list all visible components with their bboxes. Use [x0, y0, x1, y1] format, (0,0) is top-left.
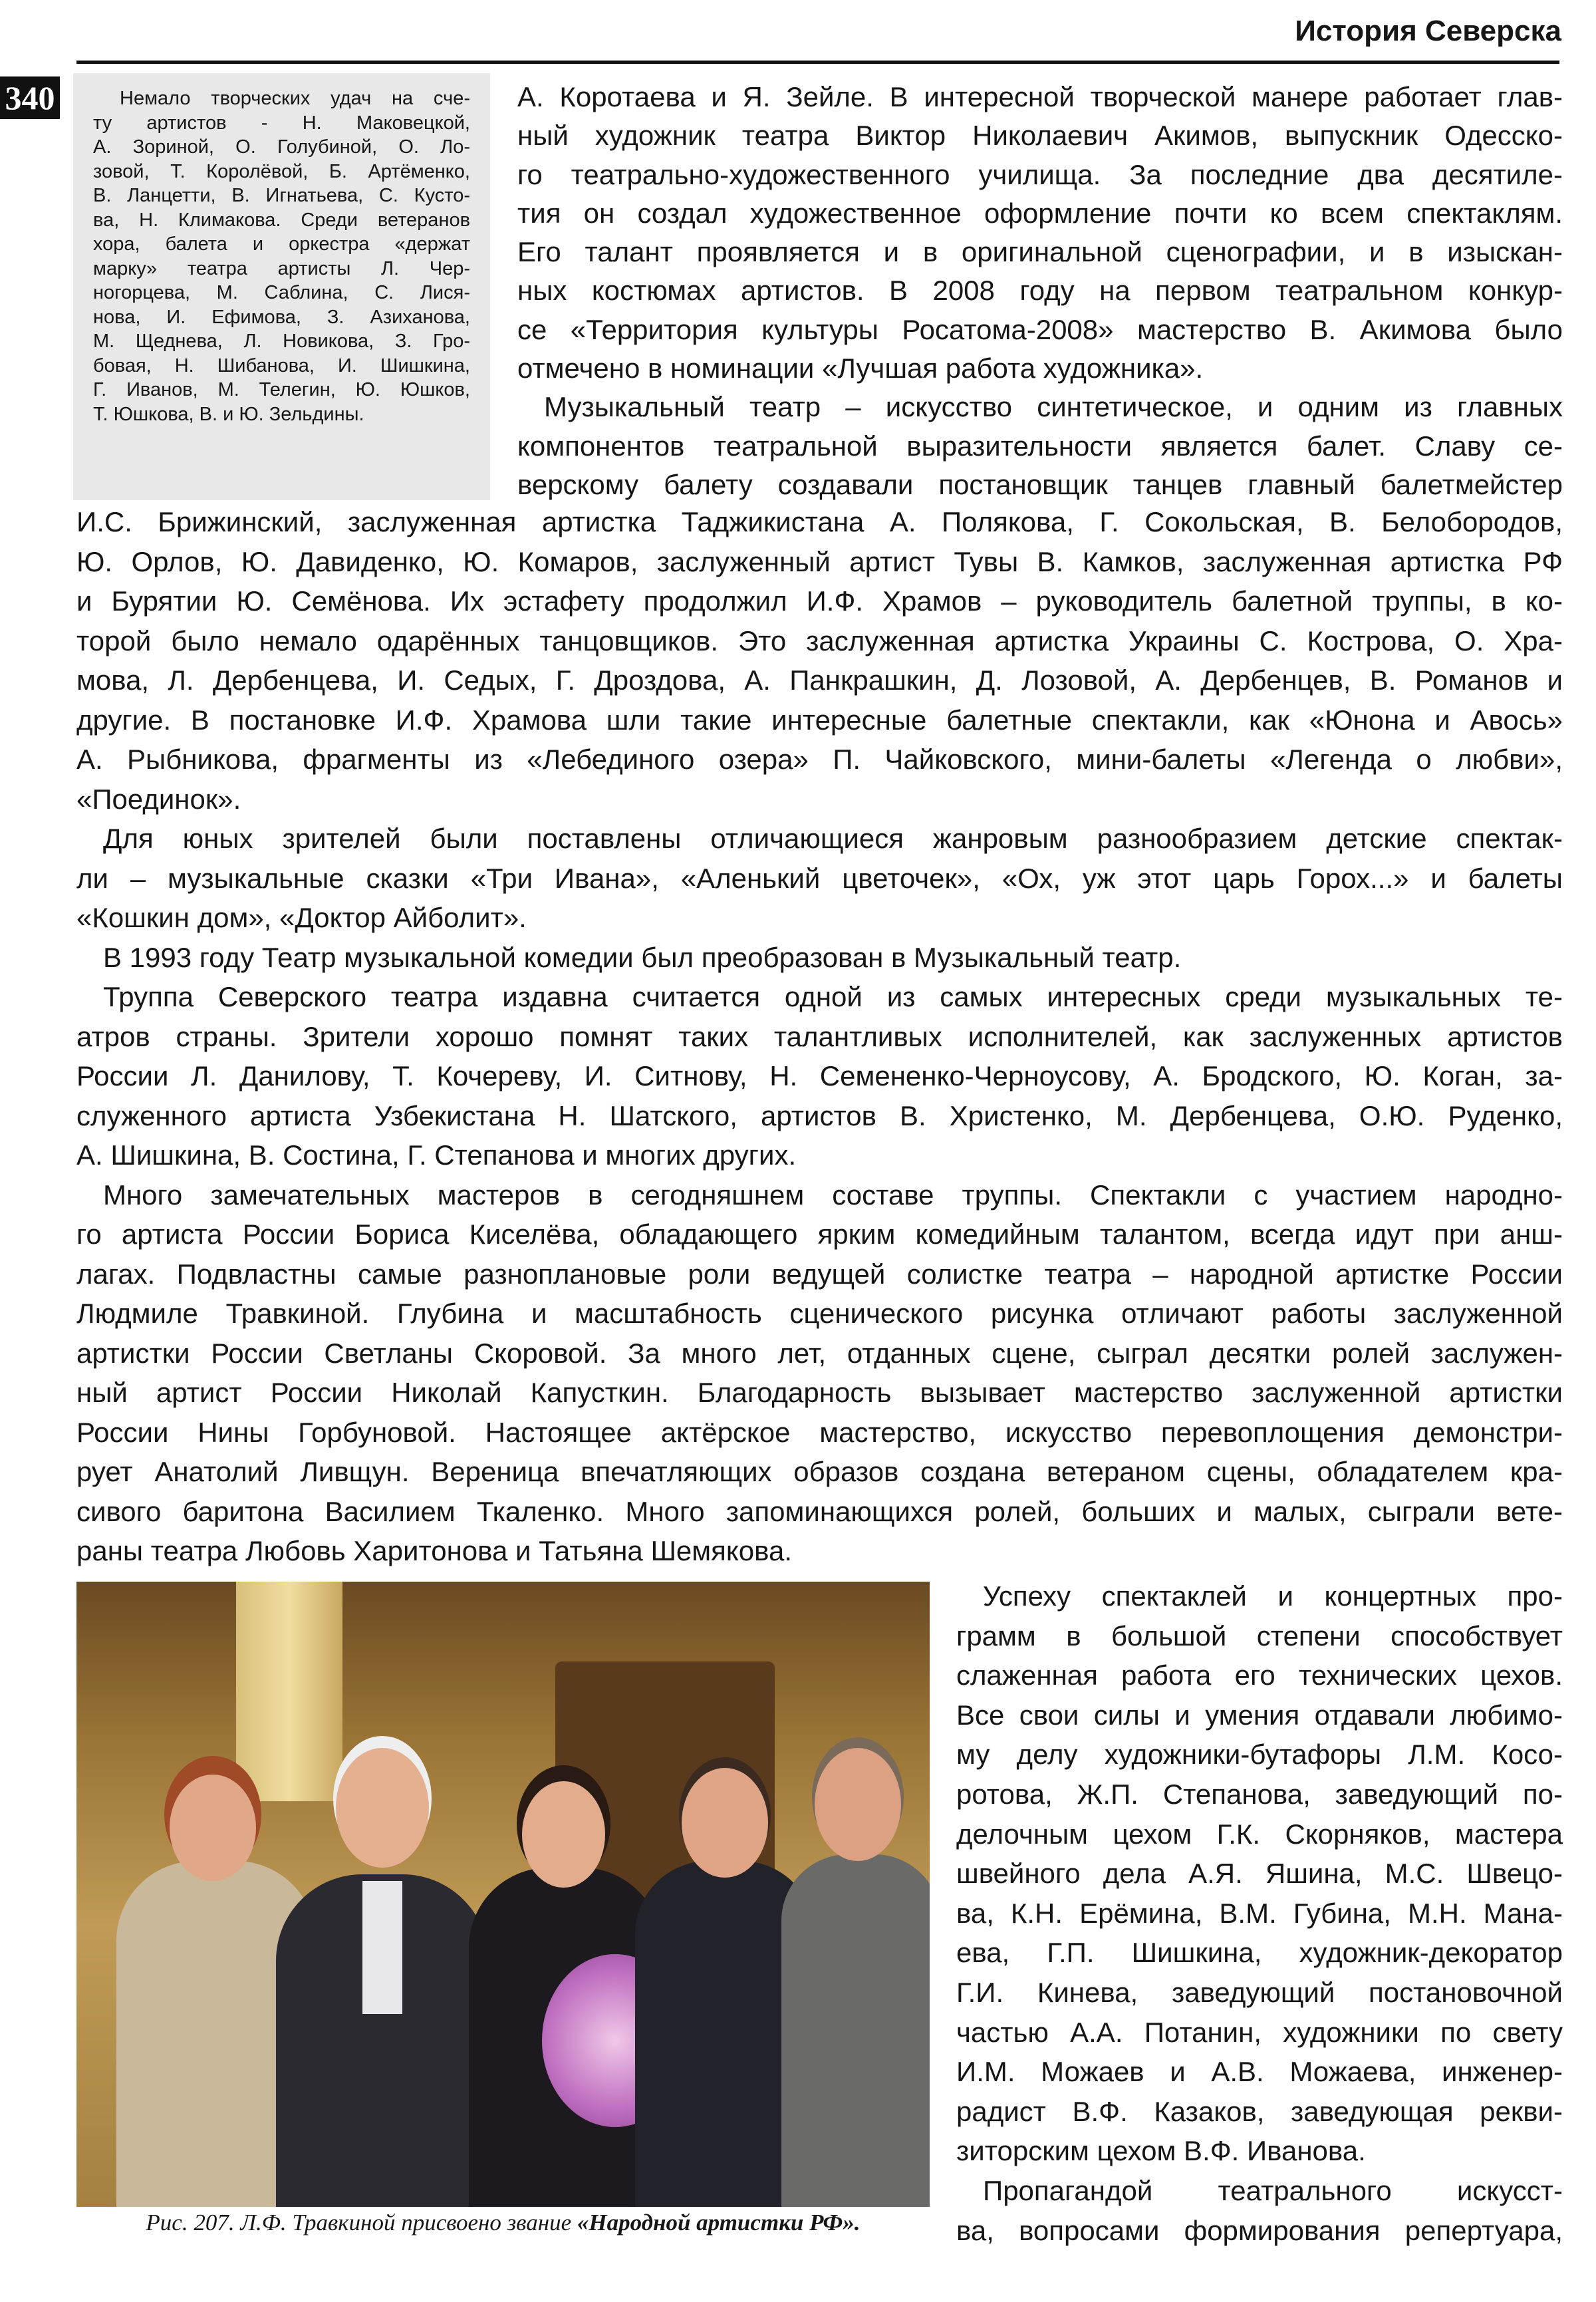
- text-line: В 1993 году Театр музыкальной комедии был преобразован в Музыкальный театр.: [103, 941, 1182, 973]
- text-line: компонентов театральной выразительности является балет. Славу се-: [517, 430, 1563, 462]
- figure-caption: [76, 2210, 930, 2236]
- text-line: М. Щеднева, Л. Новикова, З. Гро-: [93, 331, 470, 352]
- text-line: «Поединок».: [76, 783, 241, 815]
- text-line: атров страны. Зрители хорошо помнят таких талантливых исполнителей, как заслуженных артистов: [76, 1020, 1563, 1052]
- text-line: Г.И. Кинева, заведующий постановочной: [956, 1976, 1563, 2008]
- text-line: слаженная работа его технических цехов.: [956, 1659, 1563, 1691]
- person-2-shirt: [362, 1881, 402, 2014]
- person-5-body: [781, 1854, 930, 2207]
- text-line: А. Коротаева и Я. Зейле. В интересной творческой манере работает глав-: [517, 81, 1563, 112]
- text-line: зиторским цехом В.Ф. Иванова.: [956, 2135, 1366, 2167]
- text-line: Ю. Орлов, Ю. Давиденко, Ю. Комаров, заслуженный артист Тувы В. Камков, заслуженная артистка РФ: [76, 545, 1563, 577]
- text-line: нова, И. Ефимова, З. Азиханова,: [93, 306, 470, 328]
- text-line: России Л. Данилову, Т. Кочереву, И. Ситнову, Н. Семененко-Черноусову, А. Бродского, Ю. Коган, за-: [76, 1060, 1563, 1091]
- text-line: лагах. Подвластны самые разноплановые роли ведущей солистке театра – народной артистке России: [76, 1258, 1563, 1290]
- text-line: И.М. Можаев и А.В. Можаева, инженер-: [956, 2056, 1563, 2088]
- text-line: се «Территория культуры Росатома-2008» мастерство В. Акимова было: [517, 313, 1563, 345]
- text-line: сивого баритона Василием Ткаленко. Много запоминающихся ролей, больших и малых, сыграли вете-: [76, 1495, 1563, 1527]
- text-line: частью А.А. Потанин, художники по свету: [956, 2016, 1563, 2048]
- text-line: В. Ланцетти, В. Игнатьева, С. Кусто-: [93, 185, 470, 206]
- text-line: го артиста России Бориса Киселёва, обладающего ярким комедийным талантом, всегда идут при анш-: [76, 1219, 1563, 1250]
- text-line: ных костюмах артистов. В 2008 году на первом театральном конкур-: [517, 275, 1563, 307]
- text-line: артистки России Светланы Скоровой. За много лет, отданных сцене, сыграл десятки ролей заслужен-: [76, 1337, 1563, 1369]
- text-line: Все свои силы и умения отдавали любимо-: [956, 1699, 1563, 1731]
- page-number: 340: [0, 76, 60, 119]
- text-line: радист В.Ф. Казаков, заведующая рекви-: [956, 2095, 1563, 2127]
- text-line: другие. В постановке И.Ф. Храмова шли такие интересные балетные спектакли, как «Юнона и Авось»: [76, 704, 1563, 736]
- text-line: Много замечательных мастеров в сегодняшнем составе труппы. Спектакли с участием народно-: [103, 1179, 1563, 1211]
- text-line: и Бурятии Ю. Семёнова. Их эстафету продолжил И.Ф. Храмов – руководитель балетной труппы, в ко-: [76, 585, 1563, 617]
- header-rule: [76, 61, 1559, 64]
- text-line: бовая, Н. Шибанова, И. Шишкина,: [93, 355, 470, 376]
- text-column-full: [76, 502, 1563, 1571]
- person-1-head: [170, 1775, 256, 1881]
- text-line: А. Шишкина, В. Состина, Г. Степанова и многих других.: [76, 1139, 797, 1171]
- text-line: А. Зориной, О. Голубиной, О. Ло-: [93, 136, 470, 158]
- text-line: Для юных зрителей были поставлены отличающиеся жанровым разнообразием детские спектак-: [103, 823, 1563, 854]
- text-line: отмечено в номинации «Лучшая работа художника».: [517, 353, 1204, 384]
- text-line: мова, Л. Дербенцева, И. Седых, Г. Дроздова, А. Панкрашкин, Д. Лозовой, А. Дербенцев, В. Романов и: [76, 664, 1563, 696]
- text-line: Успеху спектаклей и концертных про-: [983, 1580, 1563, 1612]
- running-title: История Северска: [1295, 15, 1561, 47]
- photo-flag: [236, 1582, 342, 1801]
- text-line: Его талант проявляется и в оригинальной сценографии, и в изыскан-: [517, 236, 1563, 268]
- text-line: Людмиле Травкиной. Глубина и масштабность сценического рисунка отличают работы заслуженной: [76, 1298, 1563, 1329]
- text-line: ный артист России Николай Капусткин. Благодарность вызывает мастерство заслуженной артистки: [76, 1377, 1563, 1408]
- text-line: Пропагандой театрального искусст-: [983, 2174, 1563, 2206]
- text-line: верскому балету создавали постановщик танцев главный балетмейстер: [517, 468, 1563, 500]
- text-line: Г. Иванов, М. Телегин, Ю. Юшков,: [93, 379, 470, 400]
- text-line: Т. Юшкова, В. и Ю. Зельдины.: [93, 403, 364, 425]
- text-line: ный художник театра Виктор Николаевич Акимов, выпускник Одесско-: [517, 120, 1563, 152]
- text-line: «Кошкин дом», «Доктор Айболит».: [76, 902, 527, 933]
- text-line: ротова, Ж.П. Степанова, заведующий по-: [956, 1778, 1563, 1810]
- text-line: зовой, Т. Королёвой, Б. Артёменко,: [93, 160, 470, 182]
- text-line: А. Рыбникова, фрагменты из «Лебединого озера» П. Чайковского, мини-балеты «Легенда о любви»,: [76, 744, 1563, 775]
- caption-prefix: Рис. 207. Л.Ф. Травкиной присвоено звание: [146, 2210, 577, 2235]
- caption-emphasis: «Народной артистки РФ».: [577, 2210, 861, 2235]
- text-line: тия он создал художественное оформление почти ко всем спектаклям.: [517, 197, 1563, 229]
- text-line: ва, К.Н. Ерёмина, В.М. Губина, М.Н. Мана-: [956, 1897, 1563, 1929]
- text-line: Немало творческих удач на сче-: [120, 88, 470, 109]
- text-line: России Нины Горбуновой. Настоящее актёрское мастерство, искусство перевоплощения демонстри-: [76, 1416, 1563, 1448]
- text-line: служенного артиста Узбекистана Н. Шатского, артистов В. Христенко, М. Дербенцева, О.Ю. Руденко,: [76, 1099, 1563, 1131]
- person-2-head: [336, 1748, 429, 1868]
- text-line: торой было немало одарённых танцовщиков. Это заслуженная артистка Украины С. Кострова, О. Хра-: [76, 625, 1563, 656]
- text-line: ногорцева, М. Саблина, С. Лися-: [93, 282, 470, 303]
- figure-photo: [76, 1582, 930, 2207]
- text-line: раны театра Любовь Харитонова и Татьяна Шемякова.: [76, 1535, 792, 1566]
- person-5-head: [815, 1748, 901, 1861]
- text-line: ева, Г.П. Шишкина, художник-декоратор: [956, 1937, 1563, 1969]
- text-line: рует Анатолий Ливщун. Вереница впечатляющих образов создана ветераном сцены, обладателем кра-: [76, 1456, 1563, 1487]
- text-line: швейного дела А.Я. Яшина, М.С. Швецо-: [956, 1858, 1563, 1890]
- text-line: хора, балета и оркестра «держат: [93, 233, 470, 255]
- person-4-head: [682, 1768, 768, 1878]
- text-line: ли – музыкальные сказки «Три Ивана», «Аленький цветочек», «Ох, уж этот царь Горох...» и балеты: [76, 862, 1563, 894]
- sidebar-note: [73, 73, 490, 500]
- text-line: грамм в большой степени способствует: [956, 1620, 1563, 1652]
- text-line: ту артистов - Н. Маковецкой,: [93, 112, 470, 134]
- text-line: го театрально-художественного училища. За последние два десятиле-: [517, 158, 1563, 190]
- text-line: марку» театра артисты Л. Чер-: [93, 257, 470, 279]
- text-line: И.С. Брижинский, заслуженная артистка Таджикистана А. Полякова, Г. Сокольская, В. Белобородов,: [76, 506, 1563, 537]
- text-line: Труппа Северского театра издавна считается одной из самых интересных среди музыкальных те-: [103, 981, 1563, 1012]
- text-line: ва, Н. Климакова. Среди ветеранов: [93, 209, 470, 231]
- text-column-top: [517, 78, 1563, 504]
- text-line: ва, вопросами формирования репертуара,: [956, 2214, 1563, 2246]
- text-column-beside-photo: [956, 1576, 1563, 2250]
- person-3-head: [522, 1781, 605, 1888]
- text-line: му делу художники-бутафоры Л.М. Косо-: [956, 1739, 1563, 1771]
- text-line: делочным цехом Г.К. Скорняков, мастера: [956, 1818, 1563, 1850]
- text-line: Музыкальный театр – искусство синтетическое, и одним из главных: [544, 391, 1563, 423]
